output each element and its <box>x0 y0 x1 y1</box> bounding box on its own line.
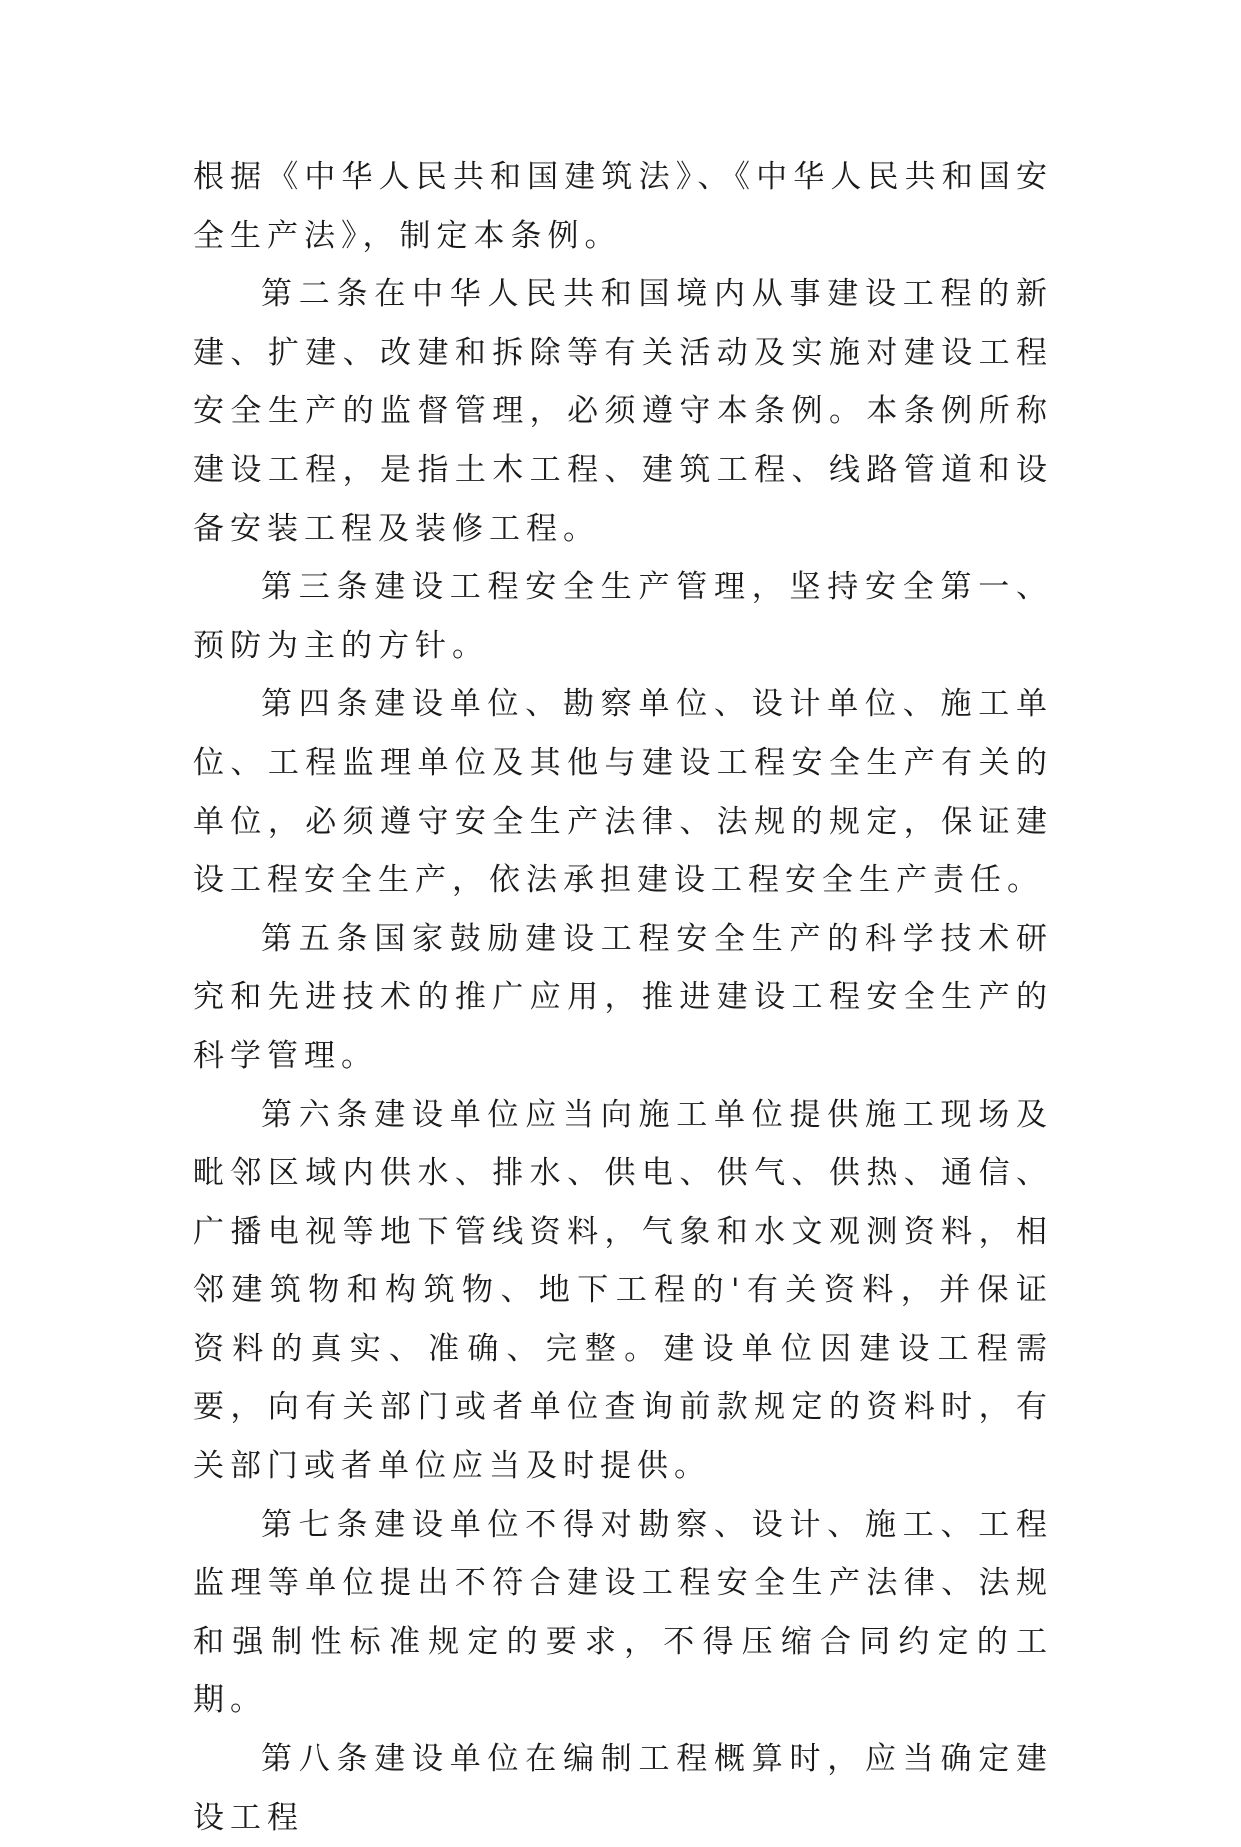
document-body <box>193 148 1053 1847</box>
paragraph-article-6: 第六条建设单位应当向施工单位提供施工现场及毗邻区域内供水、排水、供电、供气、供热、通信、广播电视等地下管线资料，气象和水文观测资料，相邻建筑物和构筑物、地下工程的'有关资料，并保证资料的真实、准确、完整。建设单位因建设工程需要，向有关部门或者单位查询前款规定的资料时，有关部门或者单位应当及时提供。 <box>193 1096 1053 1485</box>
paragraph-article-5: 第五条国家鼓励建设工程安全生产的科学技术研究和先进技术的推广应用，推进建设工程安全生产的科学管理。 <box>193 920 1053 1074</box>
paragraph-article-3: 第三条建设工程安全生产管理，坚持安全第一、预防为主的方针。 <box>193 569 1053 664</box>
paragraph-article-2: 第二条在中华人民共和国境内从事建设工程的新建、扩建、改建和拆除等有关活动及实施对建设工程安全生产的监督管理，必须遵守本条例。本条例所称建设工程，是指土木工程、建筑工程、线路管道和设备安装工程及装修工程。 <box>193 276 1053 547</box>
paragraph-article-7: 第七条建设单位不得对勘察、设计、施工、工程监理等单位提出不符合建设工程安全生产法律、法规和强制性标准规定的要求，不得压缩合同约定的工期。 <box>193 1506 1053 1719</box>
paragraph-article-8: 第八条建设单位在编制工程概算时，应当确定建设工程 <box>193 1741 1053 1836</box>
paragraph-preamble: 根据《中华人民共和国建筑法》、《中华人民共和国安全生产法》，制定本条例。 <box>193 159 1053 254</box>
paragraph-article-4: 第四条建设单位、勘察单位、设计单位、施工单位、工程监理单位及其他与建设工程安全生产有关的单位，必须遵守安全生产法律、法规的规定，保证建设工程安全生产，依法承担建设工程安全生产责任。 <box>193 686 1053 899</box>
